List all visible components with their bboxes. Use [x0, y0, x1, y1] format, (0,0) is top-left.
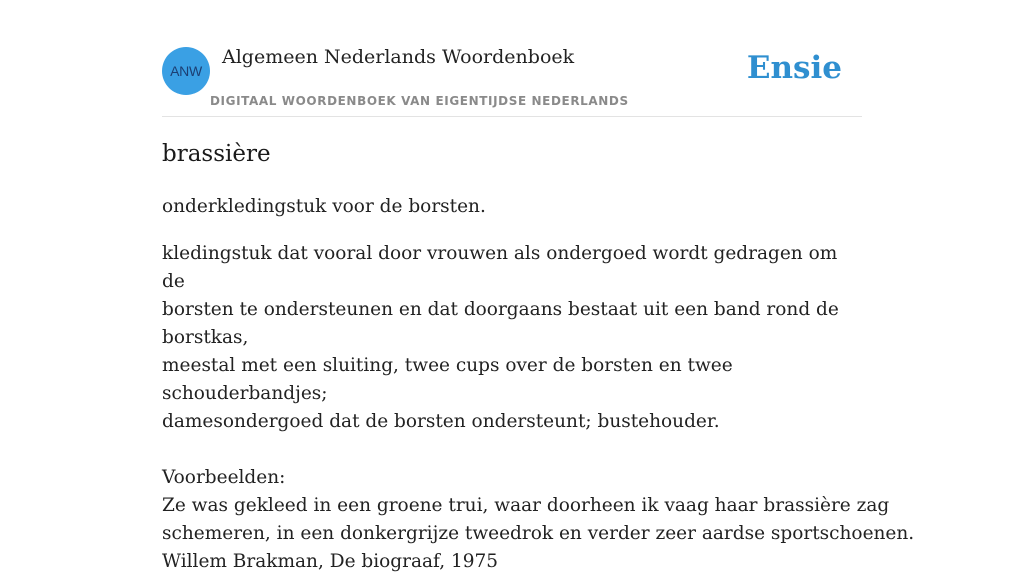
short-definition: onderkledingstuk voor de borsten. [162, 196, 486, 217]
definition-line: borsten te ondersteunen en dat doorgaans bestaat uit een band rond de borstkas, [162, 299, 839, 348]
headword: brassière [162, 141, 271, 167]
entry-card [162, 0, 915, 572]
example-line: Ze was gekleed in een groene trui, waar doorheen ik vaag haar brassière zag [162, 495, 890, 516]
examples-block [162, 464, 915, 576]
example-source: Willem Brakman, De biograaf, 1975 [162, 551, 499, 572]
site-subtitle: DIGITAAL WOORDENBOEK VAN EIGENTIJDSE NEDERLANDS [210, 94, 629, 108]
definition-line: kledingstuk dat vooral door vrouwen als ondergoed wordt gedragen om de [162, 243, 838, 292]
full-definition [162, 240, 862, 436]
site-title[interactable]: Algemeen Nederlands Woordenboek [222, 46, 575, 68]
examples-label: Voorbeelden: [162, 467, 286, 488]
anw-logo[interactable] [162, 47, 210, 95]
entry-body [162, 193, 915, 576]
example-line: schemeren, in een donkergrijze tweedrok en verder zeer aardse sportschoenen. [162, 523, 915, 544]
ensie-brand-logo[interactable]: Ensie [746, 50, 842, 86]
definition-line: meestal met een sluiting, twee cups over de borsten en twee schouderbandjes; [162, 355, 733, 404]
definition-line: damesondergoed dat de borsten ondersteunt; bustehouder. [162, 411, 720, 432]
site-header [162, 0, 862, 117]
anw-logo-text: ANW [170, 63, 202, 79]
